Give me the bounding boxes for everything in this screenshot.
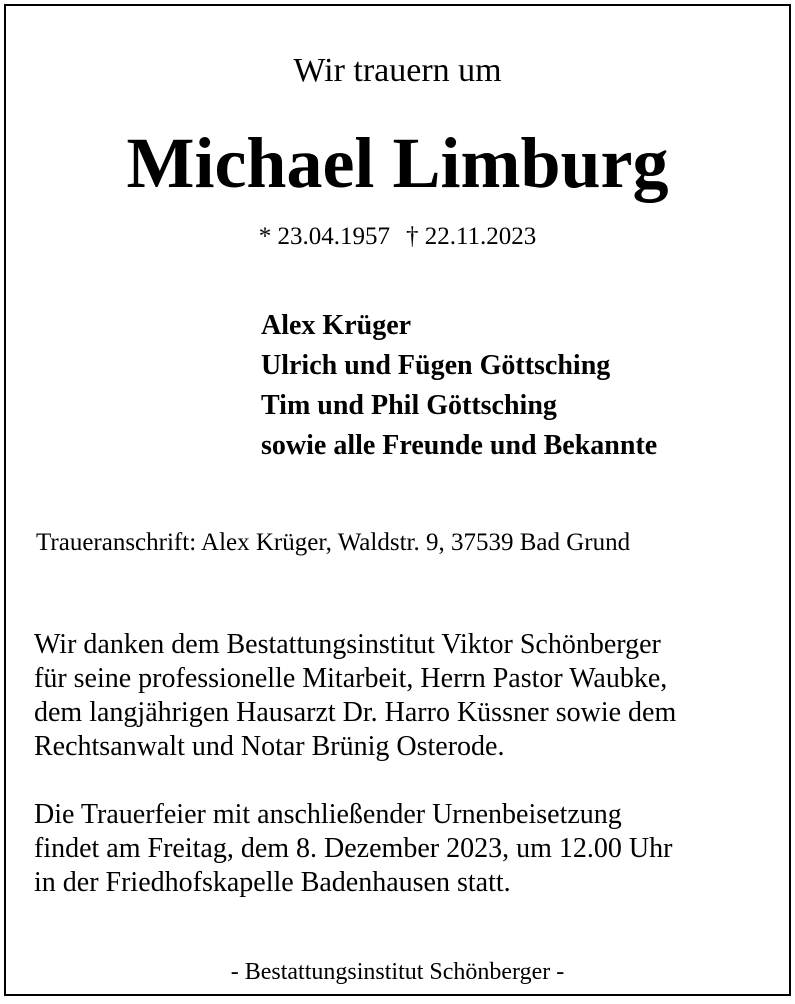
mourner-line: Alex Krüger — [261, 310, 412, 341]
birth-date: * 23.04.1957 — [258, 223, 390, 250]
mourner-line: Tim und Phil Göttsching — [261, 390, 557, 421]
deceased-name: Michael Limburg — [126, 123, 669, 203]
mourners-list — [261, 306, 657, 466]
thanks-line: Rechtsanwalt und Notar Brünig Osterode. — [34, 731, 505, 762]
thanks-line: für seine professionelle Mitarbeit, Herrn Pastor Waubke, — [34, 663, 668, 694]
funeral-home-footer: - Bestattungsinstitut Schönberger - — [230, 959, 565, 985]
life-dates — [6, 222, 789, 252]
death-date: † 22.11.2023 — [405, 223, 537, 250]
thanks-line: Wir danken dem Bestattungsinstitut Viktor Schönberger — [34, 629, 661, 660]
mourner-line: Ulrich und Fügen Göttsching — [261, 350, 611, 381]
mourning-address: Traueranschrift: Alex Krüger, Waldstr. 9, 37539 Bad Grund — [36, 529, 631, 556]
intro-text: Wir trauern um — [293, 52, 502, 89]
ceremony-line: findet am Freitag, dem 8. Dezember 2023, um 12.00 Uhr — [34, 833, 673, 864]
ceremony-line: in der Friedhofskapelle Badenhausen statt. — [34, 867, 511, 898]
thanks-paragraph — [34, 628, 676, 764]
mourner-line: sowie alle Freunde und Bekannte — [261, 430, 658, 461]
obituary-notice — [4, 4, 791, 996]
thanks-line: dem langjährigen Hausarzt Dr. Harro Küssner sowie dem — [34, 697, 677, 728]
ceremony-line: Die Trauerfeier mit anschließender Urnenbeisetzung — [34, 799, 622, 830]
ceremony-paragraph — [34, 798, 672, 900]
